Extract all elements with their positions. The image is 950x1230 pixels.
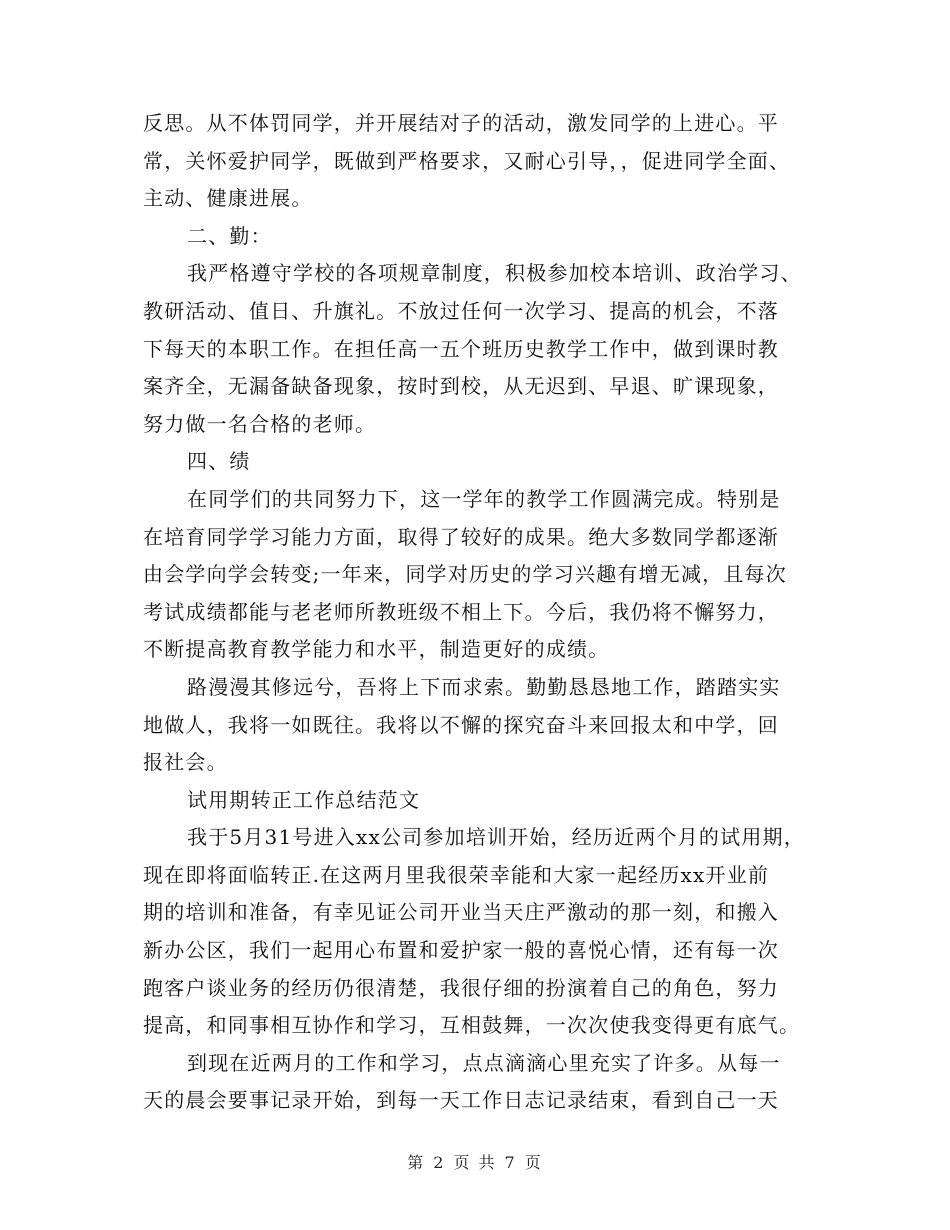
text-line: 不断提高教育教学能力和水平，制造更好的成绩。 xyxy=(143,637,610,662)
footer-total-pages: 7 xyxy=(504,1153,517,1172)
text-line: 由会学向学会转变;一年来，同学对历史的学习兴趣有增无减，且每次 xyxy=(143,562,787,587)
text-line: 案齐全，无漏备缺备现象，按时到校，从无迟到、早退、旷课现象， xyxy=(143,374,779,399)
text-line: 反思。从不体罚同学，并开展结对子的活动，激发同学的上进心。平 xyxy=(143,111,779,135)
text-line: 在培育同学学习能力方面，取得了较好的成果。绝大多数同学都逐渐 xyxy=(143,524,779,549)
text-line: 教研活动、值日、升旗礼。不放过任何一次学习、提高的机会，不落 xyxy=(143,298,779,323)
text-line: 提高，和同事相互协作和学习，互相鼓舞，一次次使我变得更有底气。 xyxy=(143,1013,801,1038)
text-line: 常，关怀爱护同学，既做到严格要求，又耐心引导，，促进同学全面、 xyxy=(143,148,791,173)
text-line: 在同学们的共同努力下，这一学年的教学工作圆满完成。特别是 xyxy=(187,486,781,511)
text-line: 报社会。 xyxy=(143,750,228,775)
footer-suffix: 页 xyxy=(524,1153,543,1172)
text-line: 下每天的本职工作。在担任高一五个班历史教学工作中，做到课时教 xyxy=(143,336,779,361)
text-line: 到现在近两月的工作和学习，点点滴滴心里充实了许多。从每一 xyxy=(187,1050,781,1075)
text-line: 试用期转正工作总结范文 xyxy=(187,787,421,812)
text-line: 二、勤： xyxy=(187,223,272,248)
text-line: 我于5月31号进入xx公司参加培训开始，经历近两个月的试用期， xyxy=(187,825,805,850)
text-line: 现在即将面临转正.在这两月里我很荣幸能和大家一起经历xx开业前 xyxy=(143,862,770,887)
text-line: 期的培训和准备，有幸见证公司开业当天庄严激动的那一刻，和搬入 xyxy=(143,900,779,925)
footer-prefix: 第 xyxy=(407,1153,426,1172)
text-line: 我严格遵守学校的各项规章制度，积极参加校本培训、政治学习、 xyxy=(187,261,802,286)
text-line: 主动、健康进展。 xyxy=(143,186,313,211)
footer-current-page: 2 xyxy=(433,1153,446,1172)
text-line: 天的晨会要事记录开始，到每一天工作日志记录结束，看到自己一天 xyxy=(143,1088,779,1113)
footer-middle: 页 共 xyxy=(453,1153,497,1172)
text-line: 地做人，我将一如既往。我将以不懈的探究奋斗来回报太和中学，回 xyxy=(143,712,779,737)
text-line: 四、绩 xyxy=(187,449,251,474)
text-line: 跑客户谈业务的经历仍很清楚，我很仔细的扮演着自己的角色，努力 xyxy=(143,975,779,1000)
text-line: 新办公区，我们一起用心布置和爱护家一般的喜悦心情，还有每一次 xyxy=(143,938,779,963)
text-line: 考试成绩都能与老老师所教班级不相上下。今后，我仍将不懈努力， xyxy=(143,599,779,624)
page-footer xyxy=(0,1150,950,1173)
text-line: 努力做一名合格的老师。 xyxy=(143,411,377,436)
document-body xyxy=(143,105,843,1120)
text-line: 路漫漫其修远兮，吾将上下而求索。勤勤恳恳地工作，踏踏实实 xyxy=(187,674,781,699)
